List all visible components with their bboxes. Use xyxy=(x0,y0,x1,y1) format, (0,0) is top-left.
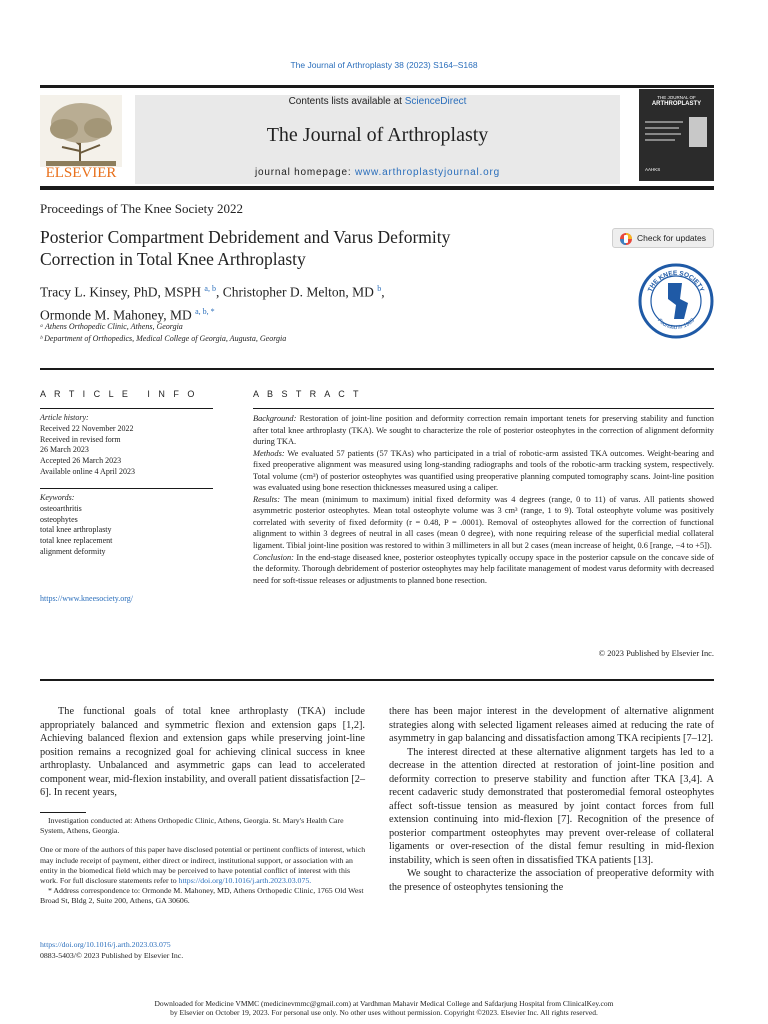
body-rule xyxy=(40,679,714,681)
article-title: Posterior Compartment Debridement and Varus Deformity Correction in Total Knee Arthroplasty xyxy=(40,227,451,269)
keywords-list: Keywords: osteoarthritis osteophytes total knee arthroplasty total knee replacement alignment deformity xyxy=(40,493,215,558)
keyword: osteophytes xyxy=(40,514,78,524)
body-paragraph: We sought to characterize the association of preoperative deformity with the presence of osteophytes tensioning the xyxy=(389,868,714,893)
affiliation-b: ᵇ Department of Orthopedics, Medical College of Georgia, Augusta, Georgia xyxy=(40,334,287,343)
keyword: total knee replacement xyxy=(40,536,113,546)
issn-line: 0883-5403/© 2023 Published by Elsevier Inc. xyxy=(40,951,184,960)
author-list: Tracy L. Kinsey, PhD, MSPH $^{a, b}$, Christopher D. Melton, MD $^b$, Ormonde M. Mahoney, MD $^{a, b, *}$ xyxy=(40,284,385,322)
cover-badge: AAHKS xyxy=(645,167,661,172)
seal-top-text: THE KNEE SOCIETY xyxy=(646,269,706,294)
doi-link[interactable]: https://doi.org/10.1016/j.arth.2023.03.075 xyxy=(40,940,171,949)
proceedings-label: Proceedings of The Knee Society 2022 xyxy=(40,201,244,216)
knee-society-link[interactable]: https://www.kneesociety.org/ xyxy=(40,594,134,603)
sciencedirect-link[interactable]: ScienceDirect xyxy=(404,96,467,107)
header-rule-top xyxy=(40,85,714,88)
body-paragraph: The interest directed at these alternative alignment targets has led to a decrease in the attention directed at restoration of joint-line position and deformity correction to preserve stability and function after TKA [3,4]. A recent cadaveric study demonstrated that posteromedial femoral osteophytes affect soft-tissue tension as measured by joint contact forces from full extension continuing into mid-flexion [7]. Recognition of the presence of posterior compartment osteophytes may prevent over-release of collateral ligaments or over-resection of the distal femur resulting in mid-flexion instability, which is seen often in dissatisfied TKA patients [13]. xyxy=(389,746,714,866)
body-left-column xyxy=(40,705,365,800)
cover-image xyxy=(689,117,707,147)
section-rule xyxy=(40,368,714,370)
abstract-copyright: © 2023 Published by Elsevier Inc. xyxy=(598,649,714,658)
contents-line: Contents lists available at ScienceDirect xyxy=(288,96,467,107)
abstract-rule xyxy=(253,408,714,409)
article-info-rule xyxy=(40,408,213,409)
body-paragraph: The functional goals of total knee arthroplasty (TKA) include appropriately balanced and symmetric flexion and extension gaps [1,2]. Achieving balanced flexion and extension gaps while preserving joint-line position remains a recognized goal for achieving clinical success in knee arthroplasty. Unbalanced and asymmetric gaps can lead to accelerated component wear, mid-flexion instability, and overall patient dissatisfaction [2–6]. In recent years, xyxy=(40,706,365,798)
article-info-heading: A R T I C L E I N F O xyxy=(40,389,198,399)
keyword: osteoarthritis xyxy=(40,503,82,513)
seal-bottom-text: Founded in 1983 xyxy=(656,317,696,332)
affiliation-a: ᵃ Athens Orthopedic Clinic, Athens, Georgia xyxy=(40,322,183,331)
journal-citation[interactable]: The Journal of Arthroplasty 38 (2023) S164–S168 xyxy=(290,60,478,70)
author-name: Ormonde M. Mahoney, MD xyxy=(40,307,192,322)
author-affil-link[interactable]: a, b xyxy=(204,284,216,293)
knee-society-logo-icon xyxy=(638,263,714,339)
keywords-rule xyxy=(40,488,213,489)
disclosure-link[interactable]: https://doi.org/10.1016/j.arth.2023.03.075. xyxy=(178,876,312,886)
homepage-link[interactable]: www.arthroplastyjournal.org xyxy=(355,167,500,178)
body-paragraph: there has been major interest in the development of alternative alignment strategies along with selected ligament releases aimed at reducing the rate of asymmetry in gap balancing and dissatisfaction among TKA recipients [7–12]. xyxy=(389,706,714,744)
body-right-column xyxy=(389,705,714,894)
footnotes: Investigation conducted at: Athens Orthopedic Clinic, Athens, Georgia. St. Mary's Health Care System, Athens, Georgia. One or more of the authors of this paper have disclosed potential or pertinent conflicts of interest, which may include receipt of payment, either direct or indirect, institutional support, or association with an entity in the biomedical field which may be perceived to have potential conflict of interest with this work. For full disclosure statements refer to https://doi.org/10.1016/j.arth.2023.03.075. * Address correspondence to: Ormonde M. Mahoney, MD, Athens Orthopedic Clinic, 1765 Old West Broad St, Bldg 2, Suite 200, Athens, GA 30606. xyxy=(40,816,366,906)
author-affil-link[interactable]: b xyxy=(377,284,382,293)
journal-title: The Journal of Arthroplasty xyxy=(266,124,489,146)
download-notice: Downloaded for Medicine VMMC (medicinevmmc@gmail.com) at Vardhman Mahavir Medical College and Safdarjung Hospital from ClinicalKey.com by Elsevier on October 19, 2023. For personal use only. No other uses without permission. Copyright ©2023. Elsevier Inc. All rights reserved. xyxy=(154,999,614,1017)
elsevier-wordmark: ELSEVIER xyxy=(45,165,117,181)
author-name: Christopher D. Melton, MD xyxy=(222,284,374,300)
check-updates-icon xyxy=(619,232,633,246)
footnote-rule xyxy=(40,812,86,813)
abstract-heading: A B S T R A C T xyxy=(253,389,362,399)
article-history: Article history: Received 22 November 2022 Received in revised form 26 March 2023 Accepted 26 March 2023 Available online 4 April 2023 xyxy=(40,413,135,476)
journal-cover-thumbnail[interactable]: THE JOURNAL OF ARTHROPLASTY AAHKS xyxy=(639,89,714,181)
check-for-updates-button[interactable]: Check for updates xyxy=(612,228,714,248)
author-name: Tracy L. Kinsey, PhD, MSPH xyxy=(40,284,202,300)
author-affil-link[interactable]: a, b, * xyxy=(195,306,215,316)
header-rule-bottom xyxy=(40,186,714,190)
abstract-body: Background: Restoration of joint-line position and deformity correction remain important tenets for preserving stability and function after total knee arthroplasty (TKA). We sought to characterize the role of posterior osteophytes in the correction of alignment deformity during TKA. Methods: We evaluated 57 patients (57 TKAs) who participated in a trial of robotic-arm assisted TKA outcomes. Weight-bearing and fixed preoperative alignment was measured using long-standing radiographs and tools of the robotic-arm tracking system, respectively. Total volume (cm³) of posterior osteophytes was quantified using preoperative planning computed tomography scans. Joint-line position was evaluated using bone resection thicknesses measured using a caliper. Results: The mean (minimum to maximum) initial fixed deformity was 4 degrees (range, 0 to 11) of varus. All patients showed asymmetric posterior osteophytes. Mean total osteophyte volume was 3 cm³ (range, 1 to 9). Total osteophyte volume was positively correlated with severity of fixed deformity (r = 0.48, P = .0001). Removal of osteophytes allowed for the correction of functional alignment to within 3 degrees of neutral in all cases (mean 0 degree), with none requiring release of the superficial medial collateral ligament. Tibial joint-line position was restored to within 3 millimeters in all but 2 cases (mean increase of height, 0.6 [range, −4 to +5]). Conclusion: In the end-stage diseased knee, posterior osteophytes typically occupy space in the posterior capsule on the concave side of the deformity. Thorough debridement of posterior osteophytes may help facilitate management of modest varus deformity with decreased need for soft-tissue releases or adjustments to planned bone resection. xyxy=(253,414,714,585)
keyword: alignment deformity xyxy=(40,546,106,556)
keyword: total knee arthroplasty xyxy=(40,525,112,535)
homepage-line: journal homepage: www.arthroplastyjournal.org xyxy=(254,167,500,178)
knee-society-seal xyxy=(638,263,714,339)
elsevier-logo xyxy=(40,95,122,183)
